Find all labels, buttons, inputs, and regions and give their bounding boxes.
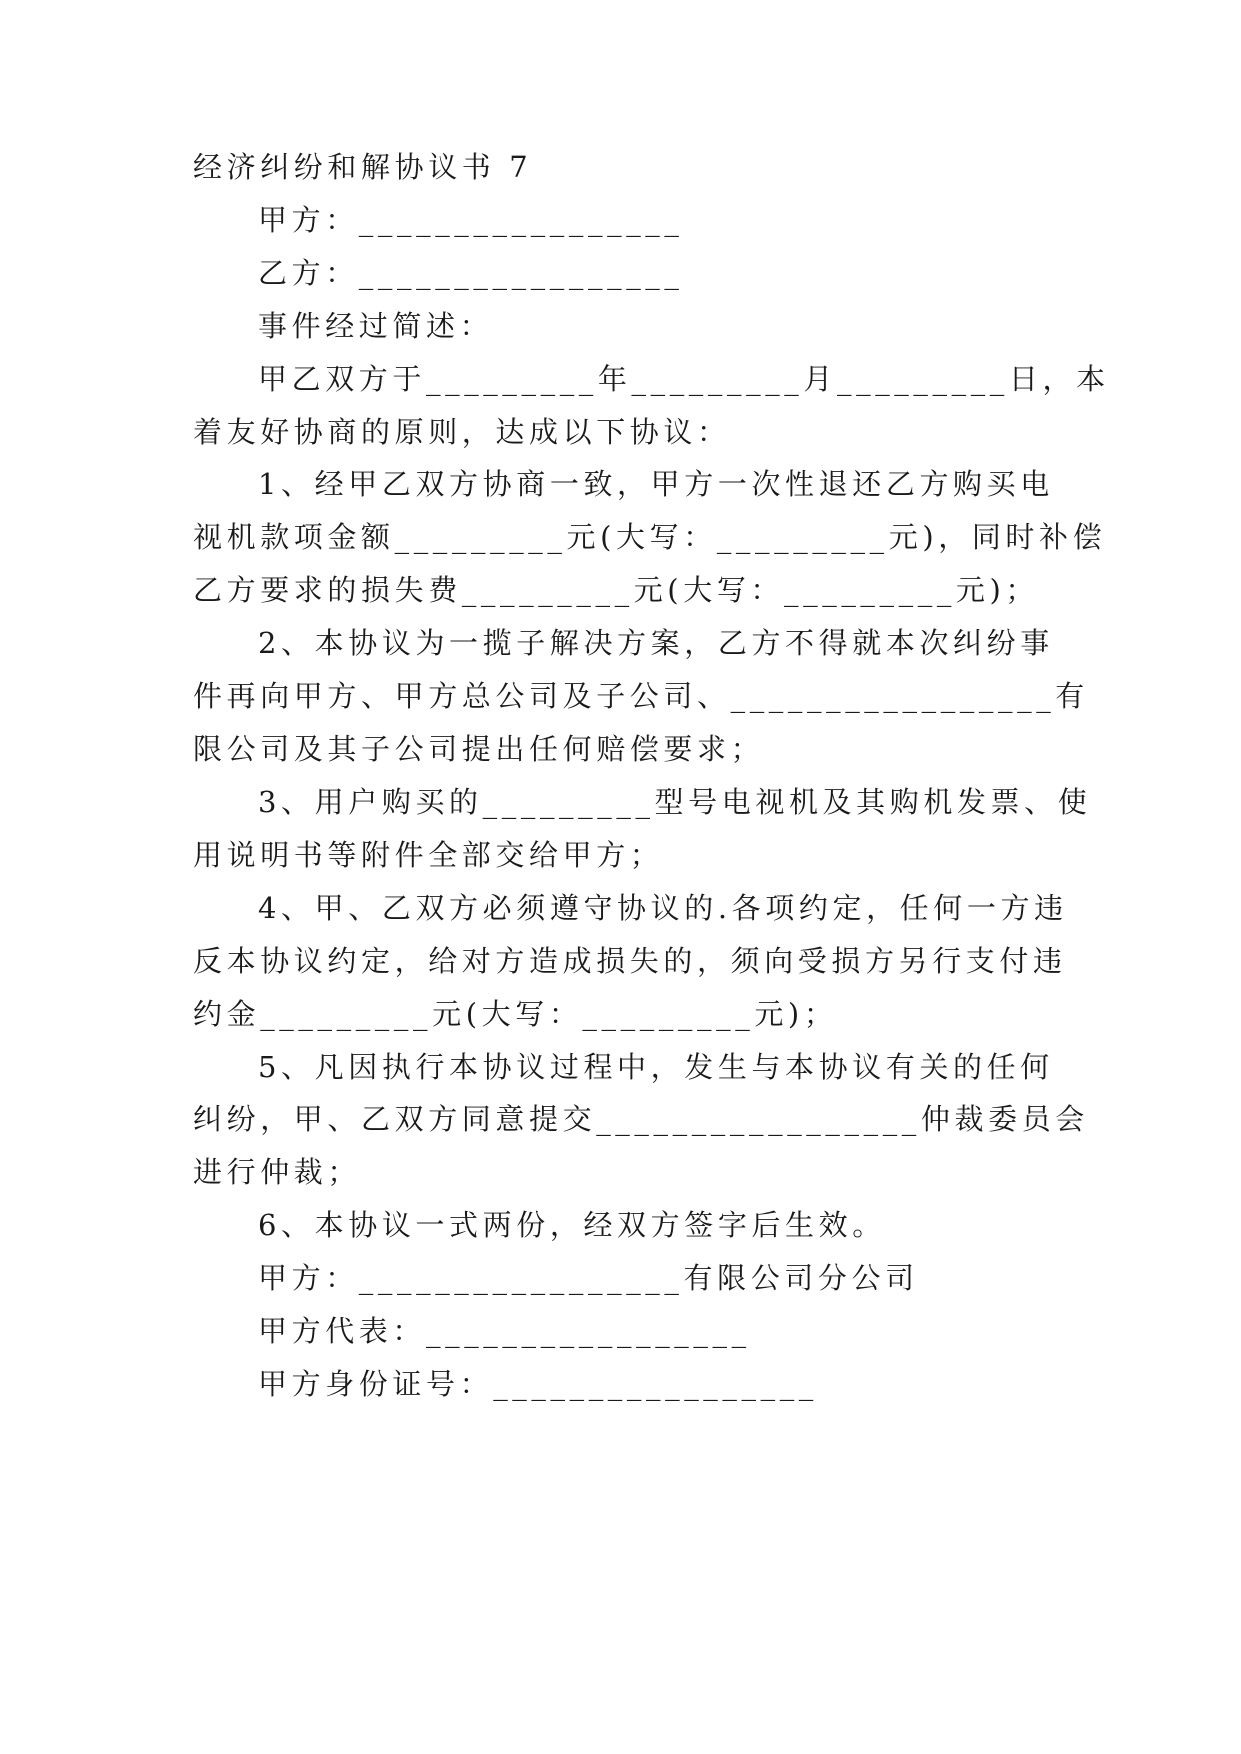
clause-5-line: 5、凡因执行本协议过程中，发生与本协议有关的任何 xyxy=(258,1050,1054,1084)
clause-6-line: 6、本协议一式两份，经双方签字后生效。 xyxy=(258,1208,886,1242)
clause-5-line: 进行仲裁； xyxy=(193,1155,362,1189)
clause-3-line: 3、用户购买的_________型号电视机及其购机发票、使 xyxy=(258,785,1092,819)
clause-1-line: 1、经甲乙双方协商一致，甲方一次性退还乙方购买电 xyxy=(258,467,1054,501)
signature-party-a: 甲方：_________________有限公司分公司 xyxy=(258,1261,919,1295)
clause-1-line: 视机款项金额_________元(大写：_________元)，同时补偿 xyxy=(193,520,1107,554)
clause-4-line: 反本协议约定，给对方造成损失的，须向受损方另行支付违 xyxy=(193,944,1067,978)
event-summary-heading: 事件经过简述： xyxy=(258,309,494,343)
clause-4-line: 4、甲、乙双方必须遵守协议的.各项约定，任何一方违 xyxy=(258,891,1068,925)
clause-3-line: 用说明书等附件全部交给甲方； xyxy=(193,838,664,872)
document-title: 经济纠纷和解协议书 7 xyxy=(193,150,533,184)
clause-2-line: 件再向甲方、甲方总公司及子公司、_________________有 xyxy=(193,679,1089,713)
clause-4-line: 约金_________元(大写：_________元)； xyxy=(193,997,838,1031)
clause-2-line: 2、本协议为一揽子解决方案，乙方不得就本次纠纷事 xyxy=(258,626,1054,660)
clause-5-line: 纠纷，甲、乙双方同意提交_________________仲裁委员会 xyxy=(193,1102,1089,1136)
party-a-field: 甲方：_________________ xyxy=(258,203,684,237)
clause-1-line: 乙方要求的损失费_________元(大写：_________元)； xyxy=(193,573,1040,607)
clause-2-line: 限公司及其子公司提出任何赔偿要求； xyxy=(193,732,765,766)
party-b-field: 乙方：_________________ xyxy=(258,256,684,290)
signature-party-a-representative: 甲方代表：_________________ xyxy=(258,1314,751,1348)
signature-party-a-id-number: 甲方身份证号：_________________ xyxy=(258,1367,818,1401)
paragraph-line: 甲乙双方于_________年_________月_________日，本 xyxy=(258,362,1110,396)
paragraph-line: 着友好协商的原则，达成以下协议： xyxy=(193,415,731,449)
